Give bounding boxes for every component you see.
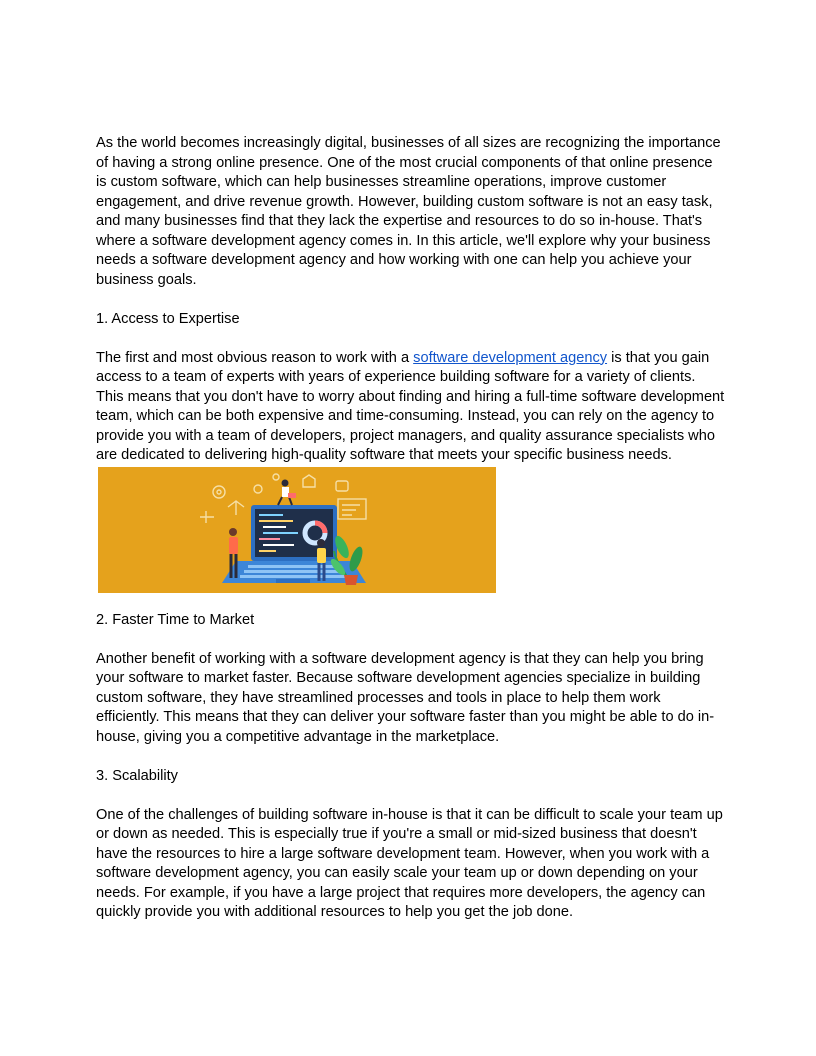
- section-3-paragraph: One of the challenges of building software in-house is that it can be difficult to scale your team up or down as needed. This is especially true if you're a small or mid-sized business that doesn't have the resources to hire a large software development team. However, when you work with a software development agency, you can easily scale your team up or down depending on your needs. For example, if you have a large project that requires more developers, the agency can quickly provide you with additional resources to help you get the job done.: [96, 806, 723, 920]
- section-1-paragraph: [96, 349, 726, 466]
- software-development-illustration: [98, 467, 496, 593]
- section-1-text-after-link: is that you gain access to a team of experts with years of experience building software for a variety of clients. This means that you don't have to worry about finding and hiring a full-time software development team, which can be both expensive and time-consuming. Instead, you can rely on the agency to provide you with a team of developers, project managers, and quality assurance specialists who are dedicated to delivering high-quality software that meets your specific business needs.: [96, 349, 725, 463]
- keyboard-keys: [240, 565, 346, 578]
- document-page: [96, 134, 726, 923]
- section-2-heading: 2. Faster Time to Market: [96, 611, 255, 628]
- section-2-paragraph: Another benefit of working with a software development agency is that they can help you bring your software to market faster. Because software development agencies specialize in building custom software, they have streamlined processes and tools in place to help them work efficiently. This means that they can deliver your software faster than you might be able to do in-house, giving you a competitive advantage in the marketplace.: [96, 650, 715, 745]
- code-lines: [259, 515, 298, 551]
- intro-paragraph: As the world becomes increasingly digital, businesses of all sizes are recognizing the importance of having a strong online presence. One of the most crucial components of that online presence is custom software, which can help businesses streamline operations, improve customer engagement, and drive revenue growth. However, building custom software is not an easy task, and many businesses find that they lack the expertise and resources to do so in-house. That's where a software development agency comes in. In this article, we'll explore why your business needs a software development agency and how working with one can help you achieve your business goals.: [96, 135, 721, 288]
- software-development-agency-link[interactable]: software development agency: [413, 349, 608, 366]
- section-3-heading: 3. Scalability: [96, 767, 178, 784]
- trackpad: [276, 579, 310, 583]
- section-1-text-before-link: The first and most obvious reason to work with a: [96, 349, 414, 366]
- section-1-heading: 1. Access to Expertise: [96, 310, 240, 327]
